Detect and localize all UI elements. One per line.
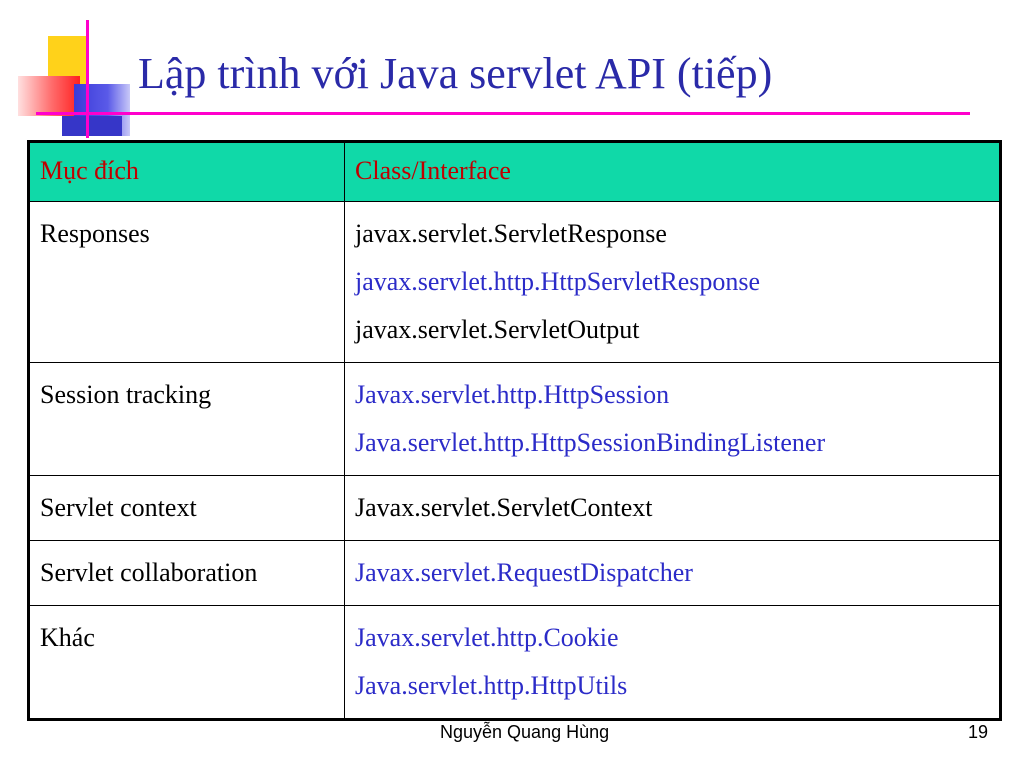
table-row: [29, 202, 1001, 363]
class-name: Javax.servlet.http.HttpSession: [355, 380, 670, 409]
table-row: [29, 476, 1001, 541]
class-name: javax.servlet.ServletResponse: [355, 219, 667, 248]
class-name: Java.servlet.http.HttpSessionBindingListener: [355, 428, 826, 457]
class-name: javax.servlet.http.HttpServletResponse: [355, 267, 761, 296]
page-number: 19: [968, 722, 989, 742]
class-name: javax.servlet.ServletOutput: [355, 315, 640, 344]
table-header-row: [29, 142, 1001, 202]
footer-author: Nguyễn Quang Hùng: [440, 722, 610, 742]
logo-blue-bar: [62, 116, 122, 136]
header-class-interface: Class/Interface: [345, 142, 1001, 202]
class-interface-cell: [345, 202, 1001, 363]
logo-vertical-line: [86, 20, 89, 138]
slide-title: Lập trình với Java servlet API (tiếp): [138, 49, 773, 98]
class-name: Java.servlet.http.HttpUtils: [355, 671, 628, 700]
class-interface-cell: [345, 606, 1001, 720]
purpose-cell: Khác: [29, 606, 345, 720]
title-underline: [36, 112, 970, 115]
header-purpose: Mục đích: [29, 142, 345, 202]
purpose-cell: Responses: [29, 202, 345, 363]
slide-logo-decoration: [0, 0, 140, 140]
logo-red-square: [18, 76, 80, 116]
class-interface-cell: [345, 541, 1001, 606]
class-interface-cell: [345, 363, 1001, 476]
table-row: [29, 606, 1001, 720]
table-row: [29, 363, 1001, 476]
class-interface-cell: [345, 476, 1001, 541]
class-name: Javax.servlet.ServletContext: [355, 493, 653, 522]
table-row: [29, 541, 1001, 606]
class-name: Javax.servlet.http.Cookie: [355, 623, 619, 652]
servlet-api-table: [27, 140, 1002, 721]
purpose-cell: Servlet collaboration: [29, 541, 345, 606]
purpose-cell: Servlet context: [29, 476, 345, 541]
purpose-cell: Session tracking: [29, 363, 345, 476]
class-name: Javax.servlet.RequestDispatcher: [355, 558, 693, 587]
